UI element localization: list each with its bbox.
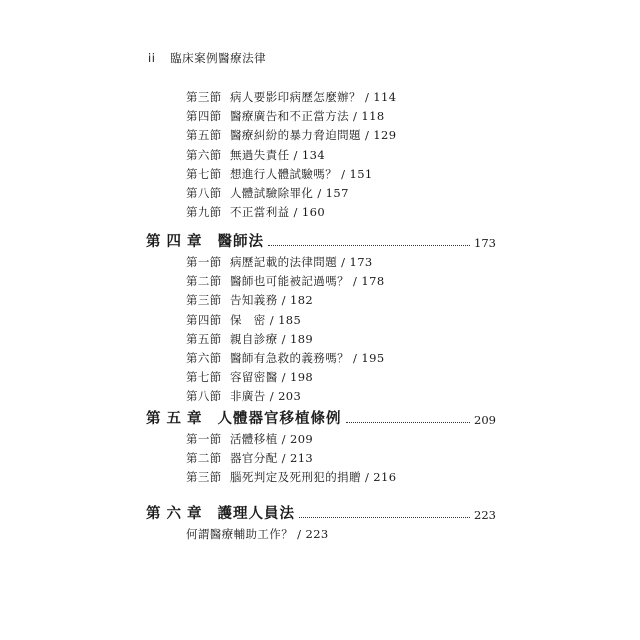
toc-chapter-heading[interactable]: [146, 505, 496, 523]
chapter-page: 223: [474, 508, 496, 522]
section-title: 告知義務 / 182: [230, 293, 314, 308]
toc-section-entry[interactable]: [186, 108, 385, 124]
toc-section-entry[interactable]: [186, 185, 349, 201]
section-number: 第二節: [186, 451, 222, 466]
chapter-title: 醫師法: [217, 233, 264, 250]
section-number: 第三節: [186, 470, 222, 485]
toc-section-entry[interactable]: [186, 127, 396, 143]
chapter-label: 第五章: [146, 410, 208, 427]
toc-section-entry[interactable]: [186, 350, 385, 366]
toc-section-entry[interactable]: [186, 292, 313, 308]
running-head: [148, 50, 266, 66]
toc-section-entry[interactable]: [186, 254, 373, 270]
section-title: 腦死判定及死刑犯的捐贈 / 216: [230, 470, 397, 485]
toc-section-entry[interactable]: [186, 147, 325, 163]
section-number: 第八節: [186, 186, 222, 200]
toc-section-entry[interactable]: [186, 431, 313, 447]
dot-leader: [346, 421, 471, 423]
chapter-label: 第四章: [146, 233, 208, 250]
section-title: 人體試驗除罪化 / 157: [230, 186, 349, 200]
toc-section-entry[interactable]: [186, 450, 313, 466]
section-number: 第七節: [186, 370, 222, 385]
page-number: ii: [148, 51, 156, 65]
section-title: 不正當利益 / 160: [230, 205, 326, 220]
section-title: 器官分配 / 213: [230, 451, 314, 466]
section-title: 醫療糾紛的暴力脅迫問題 / 129: [230, 128, 397, 143]
toc-section-entry[interactable]: [186, 89, 396, 105]
section-number: 第三節: [186, 293, 222, 308]
section-title: 親自診療 / 189: [230, 331, 314, 346]
section-number: 第一節: [186, 255, 222, 269]
chapter-page: 209: [474, 413, 496, 427]
section-number: 第六節: [186, 147, 222, 162]
toc-chapter-heading[interactable]: [146, 410, 496, 428]
section-title: 何謂醫療輔助工作？ / 223: [186, 527, 329, 541]
chapter-page: 173: [474, 236, 496, 250]
chapter-label: 第六章: [146, 505, 208, 522]
section-number: 第二節: [186, 274, 222, 289]
chapter-title: 護理人員法: [217, 505, 295, 522]
section-title: 非廣告 / 203: [230, 389, 302, 404]
section-title: 保 密 / 185: [230, 312, 302, 327]
section-number: 第六節: [186, 351, 222, 365]
section-title: 病人要影印病歷怎麼辦？ / 114: [230, 90, 397, 104]
toc-section-entry[interactable]: [186, 166, 373, 182]
toc-section-entry[interactable]: [186, 526, 329, 542]
section-title: 想進行人體試驗嗎？ / 151: [230, 166, 373, 181]
section-title: 病歷記載的法律問題 / 173: [230, 255, 373, 269]
toc-section-entry[interactable]: [186, 369, 313, 385]
section-title: 醫療廣告和不正當方法 / 118: [230, 109, 385, 124]
toc-chapter-heading[interactable]: [146, 233, 496, 251]
section-number: 第四節: [186, 312, 222, 327]
section-title: 活體移植 / 209: [230, 432, 314, 446]
section-number: 第三節: [186, 90, 222, 104]
section-number: 第四節: [186, 109, 222, 124]
chapter-title: 人體器官移植條例: [217, 410, 342, 427]
dot-leader: [299, 516, 470, 518]
toc-section-entry[interactable]: [186, 388, 301, 404]
toc-section-entry[interactable]: [186, 312, 301, 328]
section-title: 醫師有急救的義務嗎？ / 195: [230, 351, 385, 365]
section-title: 無過失責任 / 134: [230, 147, 326, 162]
toc-section-entry[interactable]: [186, 469, 396, 485]
section-title: 醫師也可能被記過嗎？ / 178: [230, 274, 385, 289]
section-number: 第一節: [186, 432, 222, 446]
section-number: 第五節: [186, 331, 222, 346]
toc-section-entry[interactable]: [186, 273, 385, 289]
section-number: 第五節: [186, 128, 222, 143]
section-title: 容留密醫 / 198: [230, 370, 314, 385]
toc-section-entry[interactable]: [186, 331, 313, 347]
book-title: 臨床案例醫療法律: [170, 51, 267, 65]
dot-leader: [268, 244, 470, 246]
toc-section-entry[interactable]: [186, 204, 325, 220]
section-number: 第八節: [186, 389, 222, 404]
section-number: 第七節: [186, 166, 222, 181]
section-number: 第九節: [186, 205, 222, 220]
